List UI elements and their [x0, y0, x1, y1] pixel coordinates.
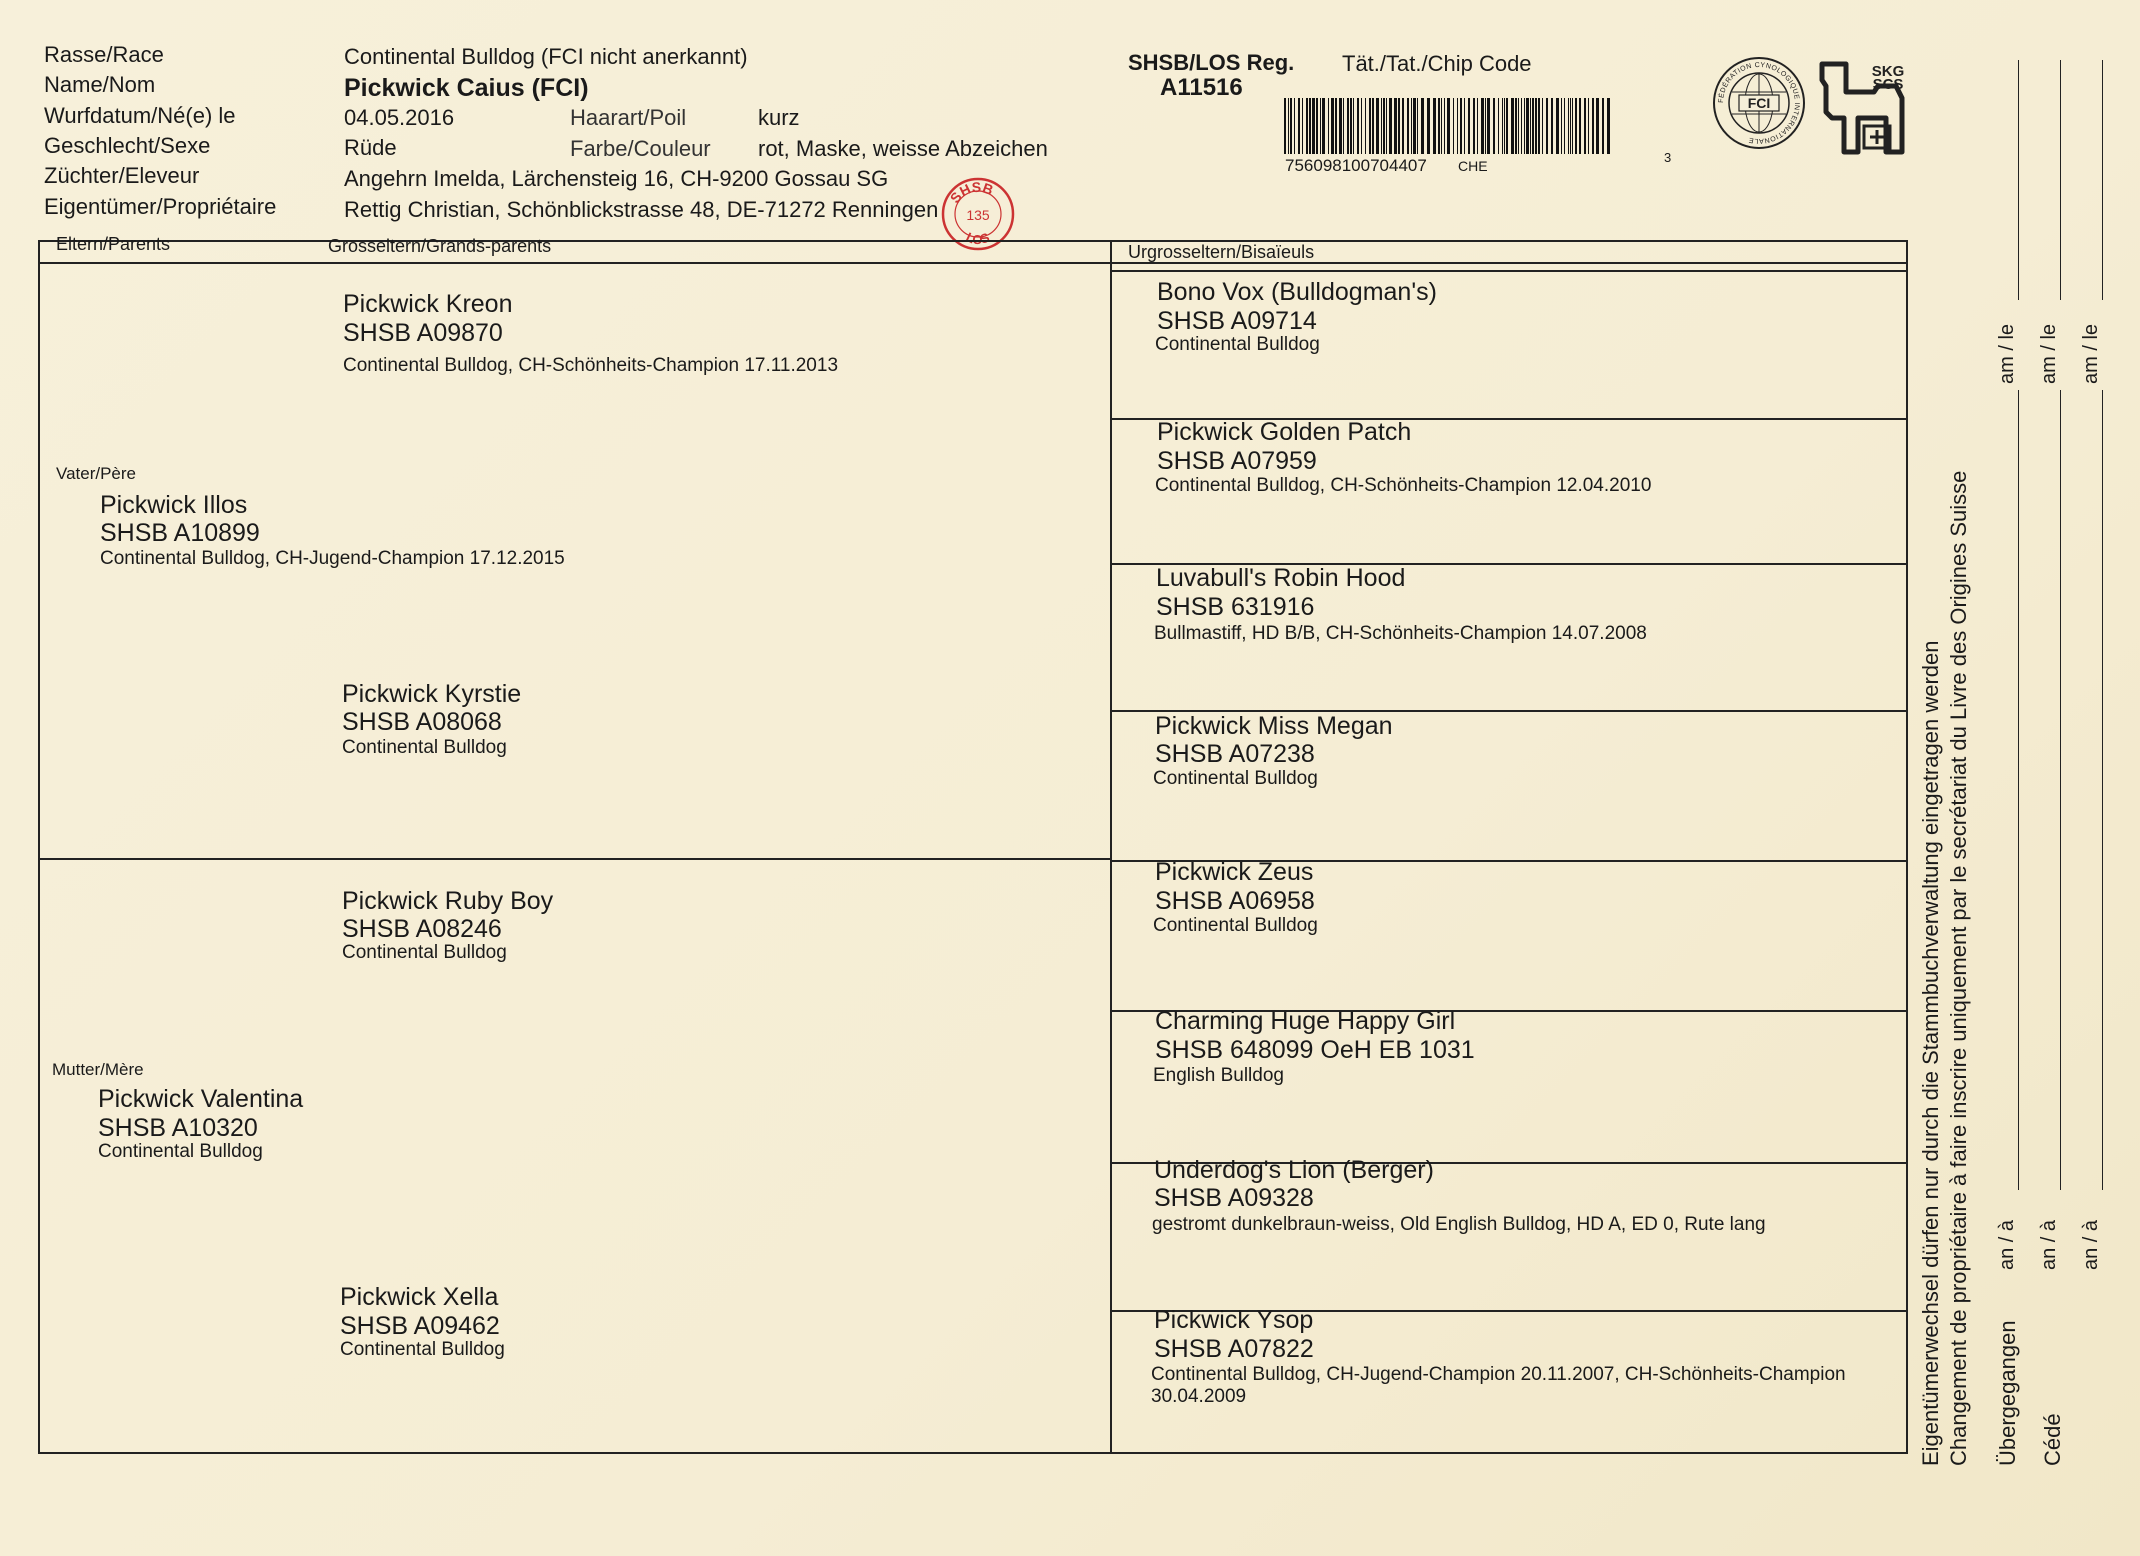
chip-label: Tät./Tat./Chip Code [1342, 51, 1532, 76]
col-parents-header: Eltern/Parents [56, 234, 171, 254]
gg-info: English Bulldog [1153, 1065, 1284, 1086]
to-label: an / à [2038, 1219, 2060, 1270]
sire-dam-divider [38, 858, 1112, 860]
gg-reg: SHSB A09328 [1154, 1184, 1314, 1212]
dog-name: Pickwick Caius (FCI) [344, 74, 589, 102]
gg-divider [1112, 270, 1906, 272]
dam-role: Mutter/Mère [52, 1060, 144, 1079]
gg-name: Pickwick Miss Megan [1155, 712, 1393, 740]
reg-label: SHSB/LOS Reg. [1128, 50, 1295, 75]
gg-name: Luvabull's Robin Hood [1156, 564, 1406, 592]
on-label: am / le [2038, 323, 2060, 384]
chip-country: CHE [1458, 158, 1488, 174]
grandparent-reg: SHSB A08068 [342, 708, 502, 736]
gg-name: Charming Huge Happy Girl [1155, 1007, 1456, 1035]
dam-name: Pickwick Valentina [98, 1085, 304, 1113]
gg-reg: SHSB A07822 [1154, 1335, 1314, 1363]
color-value: rot, Maske, weisse Abzeichen [758, 136, 1048, 161]
color-label: Farbe/Couleur [570, 136, 711, 161]
ownership-note-fr: Changement de propriétaire à faire inscrire uniquement par le secrétariat du Livre des Origines Suisse [1946, 470, 1971, 1466]
grandparent-name: Pickwick Ruby Boy [342, 887, 554, 915]
transfer-to-line[interactable] [2060, 390, 2061, 1190]
svg-text:FÉDÉRATION CYNOLOGIQUE INTERNA: FÉDÉRATION CYNOLOGIQUE INTERNATIONALE [1717, 61, 1801, 145]
grandparent-reg: SHSB A09462 [340, 1312, 500, 1340]
chip-number: 756098100704407 [1285, 156, 1427, 175]
grandparent-name: Pickwick Kyrstie [342, 680, 522, 708]
on-label: am / le [1996, 323, 2018, 384]
dob-value: 04.05.2016 [344, 105, 455, 130]
transfer-date-line[interactable] [2060, 60, 2061, 300]
gg-info: Continental Bulldog, CH-Schönheits-Champion 12.04.2010 [1155, 475, 1652, 496]
chip-small-code: 3 [1664, 150, 1672, 165]
owner-label: Eigentümer/Propriétaire [44, 194, 277, 219]
to-label: an / à [1996, 1219, 2018, 1270]
grandparent-name: Pickwick Xella [340, 1283, 499, 1311]
breed-label: Rasse/Race [44, 42, 164, 67]
chip-barcode [1284, 98, 1612, 154]
svg-text:LOS: LOS [963, 229, 992, 248]
gg-info: Bullmastiff, HD B/B, CH-Schönheits-Champion 14.07.2008 [1154, 623, 1647, 644]
header-divider [38, 262, 1906, 264]
name-label: Name/Nom [44, 72, 156, 97]
gg-reg: SHSB A06958 [1155, 887, 1315, 915]
gg-info: Continental Bulldog [1155, 334, 1320, 355]
transfer-to-line[interactable] [2018, 390, 2019, 1190]
pedigree-table [38, 240, 1908, 1454]
svg-text:SHSB: SHSB [946, 178, 996, 207]
transfer-label-de: Übergegangen [1995, 1320, 2020, 1466]
transfer-label-fr: Cédé [2040, 1413, 2065, 1466]
col-great-grandparents-header: Urgrosseltern/Bisaïeuls [1128, 242, 1315, 262]
grandparent-info: Continental Bulldog [342, 942, 507, 963]
sire-name: Pickwick Illos [100, 491, 248, 519]
svg-text:SKG: SKG [1871, 63, 1905, 80]
grandparent-info: Continental Bulldog, CH-Schönheits-Champion 17.11.2013 [343, 355, 839, 376]
column-divider [1110, 240, 1112, 1452]
dob-label: Wurfdatum/Né(e) le [44, 103, 236, 128]
grandparent-reg: SHSB A09870 [343, 319, 503, 347]
gg-reg: SHSB A07238 [1155, 740, 1315, 768]
gg-info-continued: 30.04.2009 [1151, 1386, 1247, 1407]
fci-text: FCI [1747, 95, 1771, 111]
grandparent-reg: SHSB A08246 [342, 915, 502, 943]
svg-text:135: 135 [966, 207, 990, 223]
col-grandparents-header: Grosseltern/Grands-parents [328, 236, 552, 256]
gg-reg: SHSB A09714 [1157, 307, 1317, 335]
breeder-label: Züchter/Eleveur [44, 163, 200, 188]
dam-reg: SHSB A10320 [98, 1114, 258, 1142]
breed-value: Continental Bulldog (FCI nicht anerkannt) [344, 44, 748, 69]
transfer-to-line[interactable] [2102, 390, 2103, 1190]
transfer-date-line[interactable] [2018, 60, 2019, 300]
coat-label: Haarart/Poil [570, 105, 687, 130]
svg-text:SCS: SCS [1872, 76, 1904, 93]
gg-name: Pickwick Zeus [1155, 858, 1314, 886]
grandparent-info: Continental Bulldog [340, 1339, 505, 1360]
sire-role: Vater/Père [56, 464, 137, 483]
transfer-date-line[interactable] [2102, 60, 2103, 300]
fci-logo [1712, 56, 1806, 150]
owner-value: Rettig Christian, Schönblickstrasse 48, DE-71272 Renningen [344, 197, 939, 222]
skg-logo [1816, 56, 1916, 156]
to-label: an / à [2080, 1219, 2102, 1270]
gg-info: Continental Bulldog [1153, 768, 1318, 789]
breeder-value: Angehrn Imelda, Lärchensteig 16, CH-9200 Gossau SG [344, 166, 889, 191]
gg-name: Bono Vox (Bulldogman's) [1157, 278, 1437, 306]
sire-info: Continental Bulldog, CH-Jugend-Champion 17.12.2015 [100, 548, 565, 569]
reg-number: A11516 [1160, 74, 1243, 101]
grandparent-info: Continental Bulldog [342, 737, 507, 758]
gg-name: Underdog's Lion (Berger) [1154, 1156, 1434, 1184]
gg-reg: SHSB 631916 [1156, 593, 1315, 621]
ownership-note-de: Eigentümerwechsel dürfen nur durch die Stammbuchverwaltung eingetragen werden [1918, 640, 1943, 1466]
sex-label: Geschlecht/Sexe [44, 133, 211, 158]
gg-info: Continental Bulldog [1153, 915, 1318, 936]
coat-value: kurz [758, 105, 800, 130]
grandparent-name: Pickwick Kreon [343, 290, 513, 318]
gg-reg: SHSB 648099 OeH EB 1031 [1155, 1036, 1475, 1064]
on-label: am / le [2080, 323, 2102, 384]
sire-reg: SHSB A10899 [100, 519, 260, 547]
gg-reg: SHSB A07959 [1157, 447, 1317, 475]
gg-info: Continental Bulldog, CH-Jugend-Champion 20.11.2007, CH-Schönheits-Champion [1151, 1364, 1846, 1385]
sex-value: Rüde [344, 135, 397, 160]
dam-info: Continental Bulldog [98, 1141, 263, 1162]
gg-name: Pickwick Golden Patch [1157, 418, 1412, 446]
gg-name: Pickwick Ysop [1154, 1306, 1314, 1334]
gg-info: gestromt dunkelbraun-weiss, Old English Bulldog, HD A, ED 0, Rute lang [1152, 1214, 1766, 1235]
